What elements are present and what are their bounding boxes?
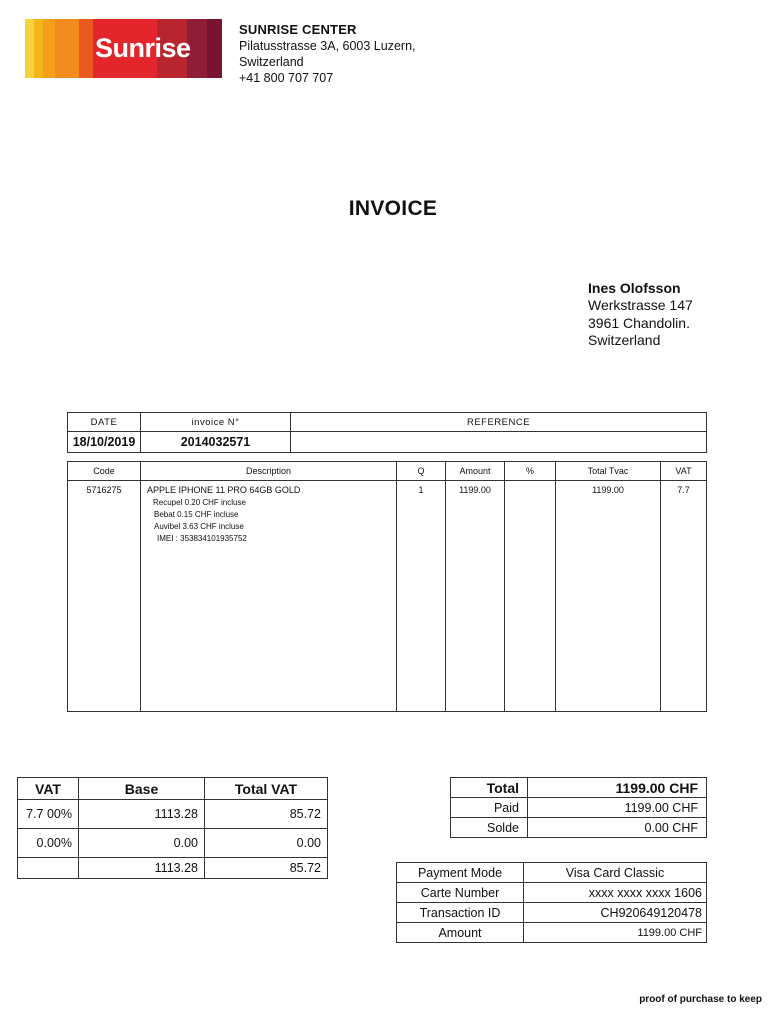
col-code: Code <box>68 462 141 481</box>
customer-name: Ines Olofsson <box>588 280 681 296</box>
total-value: 1199.00 CHF <box>528 778 707 798</box>
company-address-line2: Switzerland <box>239 55 304 69</box>
col-total-tvac: Total Tvac <box>556 462 661 481</box>
item-total-tvac: 1199.00 <box>556 481 661 712</box>
totals-table <box>450 777 707 838</box>
company-address-line1: Pilatusstrasse 3A, 6003 Luzern, <box>239 39 416 53</box>
table-row <box>18 858 328 879</box>
item-subline: Recupel 0.20 CHF incluse <box>153 498 246 507</box>
company-phone: +41 800 707 707 <box>239 71 334 85</box>
vat-rate <box>18 858 79 879</box>
base-header: Base <box>79 778 205 800</box>
item-subline: Auvibel 3.63 CHF incluse <box>154 522 244 531</box>
item-description: APPLE IPHONE 11 PRO 64GB GOLD <box>147 485 301 495</box>
invoice-header-table <box>67 412 707 453</box>
paid-label: Paid <box>451 798 528 818</box>
items-table <box>67 461 707 712</box>
vat-summary-table <box>17 777 328 879</box>
payment-mode-value: Visa Card Classic <box>524 863 707 883</box>
reference-value <box>291 432 707 453</box>
customer-block <box>588 280 693 349</box>
vat-header: VAT <box>18 778 79 800</box>
vat-base: 1113.28 <box>79 800 205 829</box>
item-quantity: 1 <box>397 481 446 712</box>
card-number-label: Carte Number <box>397 883 524 903</box>
item-vat: 7.7 <box>661 481 707 712</box>
vat-total-sum: 85.72 <box>205 858 328 879</box>
payment-table <box>396 862 707 943</box>
table-row <box>18 800 328 829</box>
item-code: 5716275 <box>68 481 141 712</box>
vat-total: 0.00 <box>205 829 328 858</box>
transaction-id-value: CH920649120478 <box>524 903 707 923</box>
page-title: INVOICE <box>348 197 438 220</box>
table-row <box>68 481 707 712</box>
payment-amount-value: 1199.00 CHF <box>524 923 707 943</box>
logo-text: Sunrise <box>95 33 191 63</box>
customer-city: 3961 Chandolin. <box>588 314 690 331</box>
total-label: Total <box>451 778 528 798</box>
vat-rate: 0.00% <box>18 829 79 858</box>
solde-value: 0.00 CHF <box>528 818 707 838</box>
paid-value: 1199.00 CHF <box>528 798 707 818</box>
col-vat: VAT <box>661 462 707 481</box>
vat-rate: 7.7 00% <box>18 800 79 829</box>
card-number-value: xxxx xxxx xxxx 1606 <box>524 883 707 903</box>
solde-label: Solde <box>451 818 528 838</box>
company-name: SUNRISE CENTER <box>239 22 357 37</box>
vat-total: 85.72 <box>205 800 328 829</box>
customer-street: Werkstrasse 147 <box>588 297 693 314</box>
table-row <box>18 829 328 858</box>
invoice-date: 18/10/2019 <box>68 432 141 453</box>
reference-label: REFERENCE <box>291 413 707 432</box>
payment-mode-label: Payment Mode <box>397 863 524 883</box>
invoice-number-label: invoice N° <box>141 413 291 432</box>
payment-amount-label: Amount <box>397 923 524 943</box>
vat-base-total: 1113.28 <box>79 858 205 879</box>
col-description: Description <box>141 462 397 481</box>
col-quantity: Q <box>397 462 446 481</box>
item-amount: 1199.00 <box>446 481 505 712</box>
total-vat-header: Total VAT <box>205 778 328 800</box>
date-label: DATE <box>68 413 141 432</box>
sunrise-logo <box>25 19 222 78</box>
footer-note: proof of purchase to keep <box>639 994 762 1005</box>
item-percent <box>505 481 556 712</box>
item-subline: IMEI : 353834101935752 <box>157 534 247 543</box>
transaction-id-label: Transaction ID <box>397 903 524 923</box>
col-percent: % <box>505 462 556 481</box>
company-block <box>239 22 416 86</box>
invoice-number: 2014032571 <box>141 432 291 453</box>
item-subline: Bebat 0.15 CHF incluse <box>154 510 239 519</box>
col-amount: Amount <box>446 462 505 481</box>
vat-base: 0.00 <box>79 829 205 858</box>
customer-country: Switzerland <box>588 331 661 348</box>
